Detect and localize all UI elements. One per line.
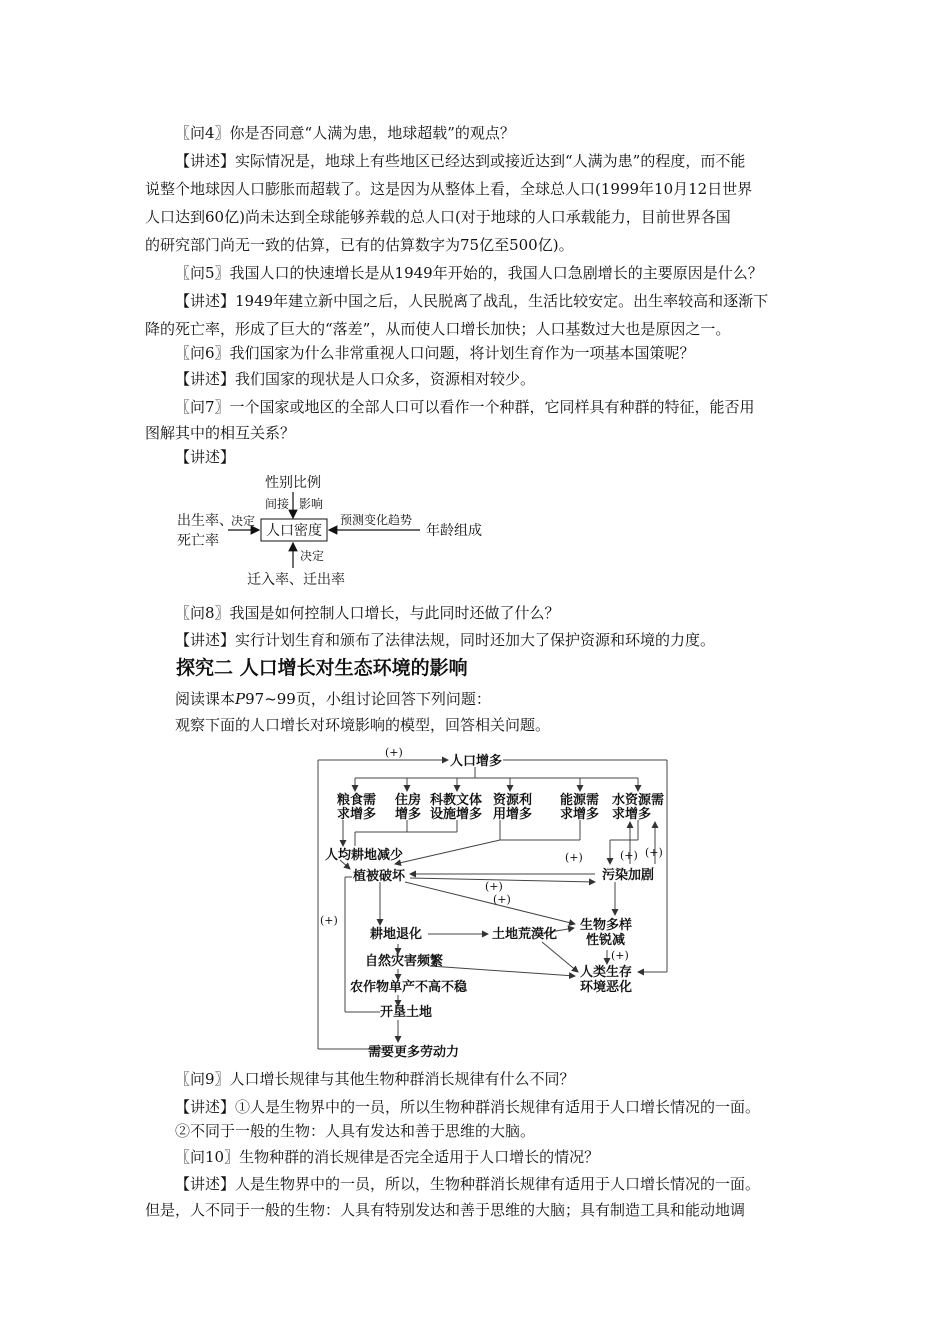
answer-7: 【讲述】: [175, 448, 236, 466]
answer-10-line2: 但是，人不同于一般的生物：人具有特别发达和善于思维的大脑；具有制造工具和能动地调: [145, 1201, 746, 1219]
resource-use-line1: 资源利: [493, 793, 533, 808]
answer-4-line1: 【讲述】实际情况是，地球上有些地区已经达到或接近达到“人满为患”的程度，而不能: [175, 152, 746, 170]
plus-b: (+): [620, 849, 638, 862]
biodiversity-line1: 生物多样: [580, 918, 633, 933]
farmland-decrease: 人均耕地减少: [325, 848, 404, 863]
death-rate-label: 死亡率: [177, 533, 219, 549]
decide1-label: 决定: [231, 514, 256, 528]
population-density-diagram: [170, 470, 510, 595]
more-labor: 需要更多劳动力: [368, 1045, 460, 1060]
natural-disaster: 自然灾害频繁: [365, 954, 444, 969]
energy-demand-line1: 能源需: [560, 793, 600, 808]
environment-line2: 环境恶化: [580, 980, 633, 995]
answer-4-line4: 的研究部门尚无一致的估算，已有的估算数字为75亿至500亿)。: [145, 236, 574, 254]
observe-instruction: 观察下面的人口增长对环境影响的模型，回答相关问题。: [175, 716, 551, 734]
culture-facilities-line2: 设施增多: [430, 807, 483, 822]
question-10: 〖问10〗生物种群的消长规律是否完全适用于人口增长的情况？: [175, 1148, 600, 1166]
food-demand-line2: 求增多: [337, 807, 377, 822]
migration-label: 迁入率、迁出率: [247, 572, 345, 588]
question-4: 〖问4〗你是否同意“人满为患，地球超载”的观点？: [175, 124, 515, 142]
answer-5-line1: 【讲述】1949年建立新中国之后，人民脱离了战乱，生活比较安定。出生率较高和逐渐下: [175, 292, 769, 310]
sex-ratio-label: 性别比例: [265, 475, 321, 491]
plus-e: (+): [493, 893, 511, 906]
plus-top: (+): [385, 746, 403, 759]
plus-f: (+): [611, 949, 629, 962]
answer-4-line3: 人口达到60亿)尚未达到全球能够养载的总人口(对于地球的人口承载能力，目前世界各国: [145, 208, 731, 226]
section-title: 探究二 人口增长对生态环境的影响: [176, 657, 468, 679]
culture-facilities-line1: 科教文体: [430, 793, 483, 808]
question-7-line1: 〖问7〗一个国家或地区的全部人口可以看作一个种群，它同样具有种群的特征，能否用: [175, 398, 755, 416]
birth-rate-label: 出生率、: [177, 513, 233, 529]
decide2-label: 决定: [300, 549, 325, 563]
energy-demand-line2: 求增多: [560, 807, 600, 822]
resource-use-line2: 用增多: [493, 807, 533, 822]
food-demand-line1: 粮食需: [337, 793, 377, 808]
desertification: 土地荒漠化: [492, 927, 558, 942]
water-demand-line2: 求增多: [612, 807, 652, 822]
affect-label: 影响: [299, 497, 324, 511]
pollution-increase: 污染加剧: [602, 868, 655, 883]
predict-trend-label: 预测变化趋势: [340, 513, 413, 527]
water-demand-line1: 水资源需: [612, 793, 665, 808]
housing-line1: 住房: [395, 793, 422, 808]
environment-line1: 人类生存: [580, 965, 633, 980]
answer-5-line2: 降的死亡率，形成了巨大的“落差”，从而使人口增长加快；人口基数过大也是原因之一。: [145, 320, 731, 338]
plus-a: (+): [565, 851, 583, 864]
age-structure-label: 年龄组成: [426, 523, 482, 539]
answer-4-line2: 说整个地球因人口膨胀而超载了。这是因为从整体上看，全球总人口(1999年10月12日世界: [145, 180, 753, 198]
question-5: 〖问5〗我国人口的快速增长是从1949年开始的，我国人口急剧增长的主要原因是什么？: [175, 264, 763, 282]
vegetation-damage: 植被破坏: [353, 869, 406, 884]
answer-6: 【讲述】我们国家的现状是人口众多，资源相对较少。: [175, 370, 536, 388]
indirect-label: 间接: [265, 497, 290, 511]
plus-c: (+): [645, 846, 663, 859]
crop-yield: 农作物单产不高不稳: [350, 980, 468, 995]
plus-left: (+): [320, 914, 338, 927]
plus-d: (+): [485, 880, 503, 893]
answer-8: 【讲述】实行计划生育和颁布了法律法规，同时还加大了保护资源和环境的力度。: [175, 631, 716, 649]
answer-10-line1: 【讲述】人是生物界中的一员，所以，生物种群消长规律有适用于人口增长情况的一面。: [175, 1175, 761, 1193]
question-6: 〖问6〗我们国家为什么非常重视人口问题，将计划生育作为一项基本国策呢？: [175, 344, 695, 362]
farmland-degrade: 耕地退化: [370, 927, 423, 942]
population-impact-diagram: [310, 742, 680, 1062]
question-9: 〖问9〗人口增长规律与其他生物种群消长规律有什么不同？: [175, 1070, 575, 1088]
question-8: 〖问8〗我国是如何控制人口增长，与此同时还做了什么？: [175, 604, 560, 622]
housing-line2: 增多: [395, 807, 422, 822]
population-density-box: 人口密度: [266, 523, 322, 539]
population-increase: 人口增多: [450, 754, 503, 769]
answer-9-line1: 【讲述】①人是生物界中的一员，所以生物种群消长规律有适用于人口增长情况的一面。: [175, 1098, 761, 1116]
biodiversity-line2: 性锐减: [586, 933, 626, 948]
question-7-line2: 图解其中的相互关系？: [145, 424, 296, 442]
reading-instruction: 阅读课本P97~99页，小组讨论回答下列问题：: [175, 690, 491, 708]
answer-9-line2: ②不同于一般的生物：人具有发达和善于思维的大脑。: [175, 1122, 536, 1140]
reclaim-land: 开垦土地: [380, 1005, 433, 1020]
